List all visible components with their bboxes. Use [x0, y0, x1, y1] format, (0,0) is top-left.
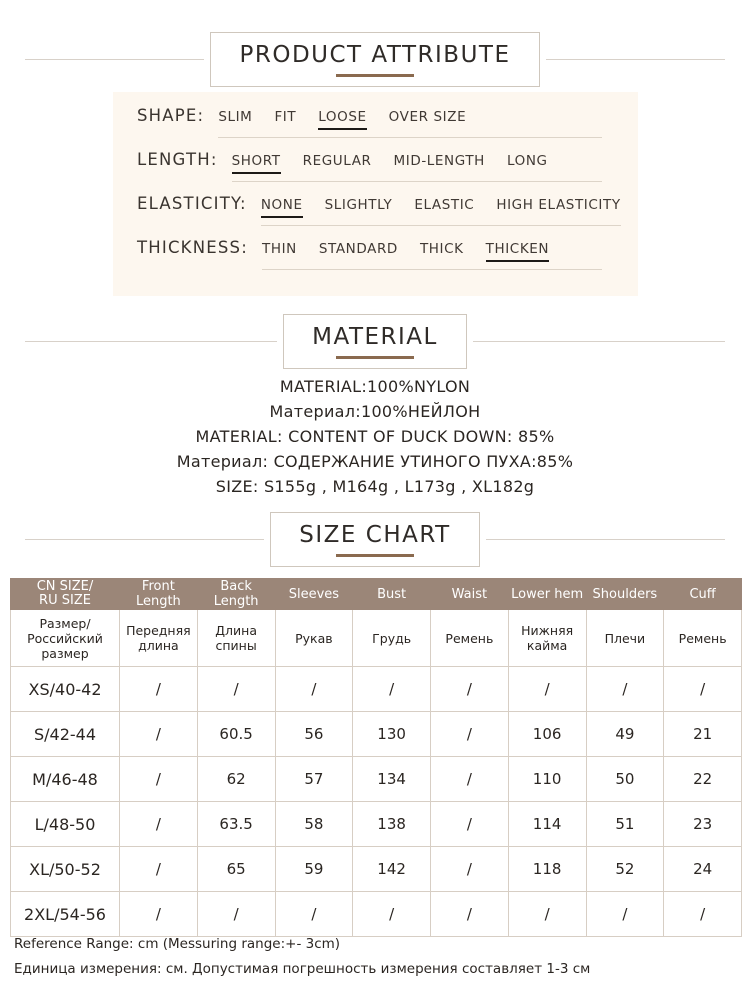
title-underline: [336, 554, 414, 557]
cell-back-length: 60.5: [197, 712, 275, 757]
cell-size: S/42-44: [11, 712, 120, 757]
attribute-option-short[interactable]: SHORT: [232, 153, 281, 174]
material-line-composition-ru: Материал:100%НЕЙЛОН: [269, 402, 481, 421]
section-title-text: SIZE CHART: [299, 522, 451, 548]
column-header-size-ru-line1: Размер/: [39, 615, 91, 631]
cell-shoulders: 50: [586, 757, 664, 802]
material-line-down-content-ru: Материал: СОДЕРЖАНИЕ УТИНОГО ПУХА:85%: [176, 452, 574, 471]
cell-size: 2XL/54-56: [11, 892, 120, 937]
column-header-shoulders-ru: Плечи: [586, 610, 664, 667]
table-row: [11, 847, 742, 892]
column-header-back-length-ru-line1: Длина: [215, 623, 257, 638]
cell-size: M/46-48: [11, 757, 120, 802]
cell-back-length: /: [197, 892, 275, 937]
column-header-shoulders: Shoulders: [586, 579, 664, 610]
column-header-bust-ru: Грудь: [353, 610, 431, 667]
cell-front-length: /: [120, 757, 198, 802]
divider-left: [25, 539, 264, 540]
cell-bust: 142: [353, 847, 431, 892]
cell-front-length: /: [120, 892, 198, 937]
cell-bust: 134: [353, 757, 431, 802]
table-header-row-en: [11, 579, 742, 610]
cell-waist: /: [431, 712, 509, 757]
cell-shoulders: 52: [586, 847, 664, 892]
column-header-sleeves: Sleeves: [275, 579, 353, 610]
column-header-sleeves-ru: Рукав: [275, 610, 353, 667]
cell-lower-hem: /: [508, 892, 586, 937]
section-title-box: [283, 314, 467, 369]
cell-lower-hem: 110: [508, 757, 586, 802]
cell-sleeves: 56: [275, 712, 353, 757]
cell-waist: /: [431, 667, 509, 712]
product-attribute-panel: [113, 92, 638, 296]
title-underline: [336, 356, 414, 359]
note-reference-range-en: Reference Range: cm (Messuring range:+- 3cm): [14, 936, 341, 952]
cell-back-length: /: [197, 667, 275, 712]
column-header-cuff: Cuff: [664, 579, 742, 610]
cell-sleeves: 59: [275, 847, 353, 892]
column-header-front-length-ru: [120, 610, 198, 667]
note-reference-range-ru: Единица измерения: см. Допустимая погрешность измерения составляет 1-3 см: [14, 961, 591, 977]
material-info-block: [0, 374, 750, 499]
column-header-back-length-ru-line2: спины: [215, 638, 257, 653]
cell-shoulders: 49: [586, 712, 664, 757]
column-header-waist: Waist: [431, 579, 509, 610]
title-underline: [336, 74, 414, 77]
column-header-cuff-ru: Ремень: [664, 610, 742, 667]
attribute-row-length: [113, 150, 638, 194]
section-title-box: [270, 512, 479, 567]
cell-bust: /: [353, 892, 431, 937]
attribute-option-loose[interactable]: LOOSE: [318, 109, 366, 130]
measurement-notes: [14, 932, 740, 982]
attribute-option-mid-length[interactable]: MID-LENGTH: [393, 153, 485, 169]
attribute-option-regular[interactable]: REGULAR: [302, 153, 372, 169]
material-line-size-weights: SIZE: S155g , M164g , L173g , XL182g: [215, 477, 535, 496]
column-header-back-length-ru: [197, 610, 275, 667]
cell-size: XL/50-52: [11, 847, 120, 892]
attribute-label-elasticity: ELASTICITY:: [137, 194, 247, 213]
cell-sleeves: 58: [275, 802, 353, 847]
table-row: [11, 712, 742, 757]
attribute-row-elasticity: [113, 194, 638, 238]
attribute-options-thickness: [262, 241, 602, 270]
attribute-option-none[interactable]: NONE: [261, 197, 303, 218]
cell-bust: /: [353, 667, 431, 712]
table-row: [11, 757, 742, 802]
cell-shoulders: /: [586, 892, 664, 937]
cell-front-length: /: [120, 667, 198, 712]
cell-bust: 130: [353, 712, 431, 757]
size-chart-table: [10, 578, 742, 937]
cell-shoulders: /: [586, 667, 664, 712]
cell-waist: /: [431, 892, 509, 937]
cell-cuff: 21: [664, 712, 742, 757]
cell-cuff: 23: [664, 802, 742, 847]
column-header-size-ru: [11, 610, 120, 667]
table-row: [11, 892, 742, 937]
section-header-product-attribute: [25, 32, 725, 87]
material-line-composition-en: MATERIAL:100%NYLON: [279, 377, 471, 396]
attribute-row-shape: [113, 106, 638, 150]
column-header-size-ru-line3: размер: [41, 645, 89, 661]
table-row: [11, 667, 742, 712]
attribute-option-slim[interactable]: SLIM: [218, 109, 253, 125]
attribute-options-length: [232, 153, 602, 182]
divider-left: [25, 341, 277, 342]
cell-front-length: /: [120, 712, 198, 757]
divider-left: [25, 59, 204, 60]
column-header-size-en: [11, 579, 120, 610]
attribute-row-thickness: [113, 238, 638, 282]
section-title-text: PRODUCT ATTRIBUTE: [239, 42, 511, 68]
cell-lower-hem: 118: [508, 847, 586, 892]
cell-cuff: 24: [664, 847, 742, 892]
table-header-row-ru: [11, 610, 742, 667]
material-line-down-content-en: MATERIAL: CONTENT OF DUCK DOWN: 85%: [195, 427, 555, 446]
attribute-label-thickness: THICKNESS:: [137, 238, 248, 257]
divider-right: [486, 539, 725, 540]
column-header-lower-hem-ru-line2: кайма: [526, 638, 568, 653]
cell-shoulders: 51: [586, 802, 664, 847]
cell-back-length: 62: [197, 757, 275, 802]
attribute-option-thin[interactable]: THIN: [261, 241, 297, 257]
attribute-option-high-elasticity[interactable]: HIGH ELASTICITY: [496, 197, 621, 213]
cell-front-length: /: [120, 802, 198, 847]
cell-waist: /: [431, 802, 509, 847]
attribute-option-fit[interactable]: FIT: [274, 109, 297, 125]
cell-sleeves: 57: [275, 757, 353, 802]
column-header-front-length-ru-line2: длина: [138, 638, 179, 653]
column-header-size-ru-line2: Российский: [27, 630, 103, 646]
column-header-back-length: Back Length: [197, 579, 275, 610]
attribute-options-shape: [218, 109, 602, 138]
section-title-box: [210, 32, 539, 87]
section-title-text: MATERIAL: [312, 324, 438, 350]
column-header-front-length: Front Length: [120, 579, 198, 610]
column-header-size-en-line2: RU SIZE: [39, 593, 91, 608]
cell-size: XS/40-42: [11, 667, 120, 712]
cell-lower-hem: /: [508, 667, 586, 712]
cell-sleeves: /: [275, 667, 353, 712]
attribute-option-long[interactable]: LONG: [506, 153, 548, 169]
attribute-options-elasticity: [261, 197, 621, 226]
cell-lower-hem: 106: [508, 712, 586, 757]
cell-back-length: 65: [197, 847, 275, 892]
table-row: [11, 802, 742, 847]
attribute-option-thick[interactable]: THICK: [419, 241, 464, 257]
cell-bust: 138: [353, 802, 431, 847]
attribute-label-shape: SHAPE:: [137, 106, 205, 125]
column-header-lower-hem-ru: [508, 610, 586, 667]
cell-cuff: /: [664, 892, 742, 937]
cell-lower-hem: 114: [508, 802, 586, 847]
cell-waist: /: [431, 757, 509, 802]
column-header-bust: Bust: [353, 579, 431, 610]
attribute-label-length: LENGTH:: [137, 150, 218, 169]
section-header-material: [25, 314, 725, 369]
attribute-option-over-size[interactable]: OVER SIZE: [388, 109, 467, 125]
column-header-lower-hem: Lower hem: [508, 579, 586, 610]
cell-front-length: /: [120, 847, 198, 892]
attribute-option-thicken[interactable]: THICKEN: [486, 241, 550, 262]
cell-cuff: 22: [664, 757, 742, 802]
cell-back-length: 63.5: [197, 802, 275, 847]
attribute-option-elastic[interactable]: ELASTIC: [414, 197, 475, 213]
column-header-front-length-ru-line1: Передняя: [126, 623, 191, 638]
divider-right: [473, 341, 725, 342]
column-header-size-en-line1: CN SIZE/: [36, 579, 94, 594]
attribute-option-standard[interactable]: STANDARD: [318, 241, 398, 257]
divider-right: [546, 59, 725, 60]
cell-size: L/48-50: [11, 802, 120, 847]
attribute-option-slightly[interactable]: SLIGHTLY: [324, 197, 393, 213]
column-header-lower-hem-ru-line1: Нижняя: [521, 623, 574, 638]
cell-sleeves: /: [275, 892, 353, 937]
cell-waist: /: [431, 847, 509, 892]
section-header-size-chart: [25, 512, 725, 567]
cell-cuff: /: [664, 667, 742, 712]
column-header-waist-ru: Ремень: [431, 610, 509, 667]
